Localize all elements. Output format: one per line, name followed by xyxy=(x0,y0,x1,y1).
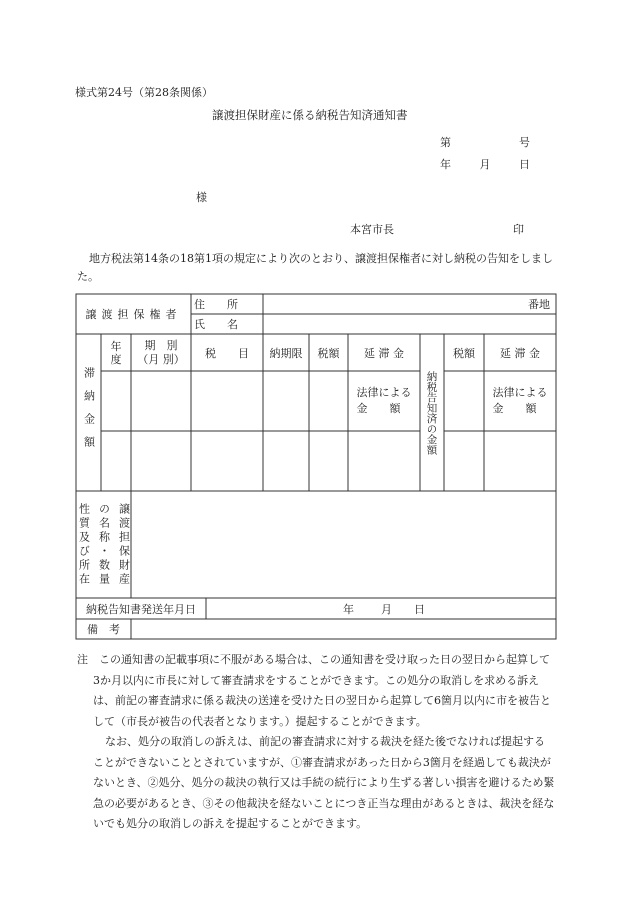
notified-amount-label: 納税告知済の金額 xyxy=(425,370,438,455)
legal-amount: 法律による 金 額 xyxy=(356,386,412,415)
property-label-col2: の名称・数量 xyxy=(97,502,111,587)
remarks-value[interactable] xyxy=(131,619,556,639)
col-tax-amount: 税額 xyxy=(317,346,340,360)
intro-text: 地方税法第14条の18第1項の規定により次のとおり、譲渡担保権者に対し納税の告知をしました。 xyxy=(77,252,553,283)
col-period: 期 別 （月 別） xyxy=(137,338,185,366)
notice-date-value xyxy=(206,598,556,619)
date-month: 月 xyxy=(479,158,491,171)
property-value[interactable] xyxy=(131,491,556,598)
issuer: 本宮市長 xyxy=(350,223,394,236)
legal-amount-notified: 法律による 金 額 xyxy=(492,386,548,415)
address-label: 住所 xyxy=(194,298,260,311)
note-exception: なお、処分の取消しの訴えは、前記の審査請求に対する裁決を経た後でなければ提起することができないこととされていますが、①審査請求があった日から3箇月を経過しても裁決がないとき、②処分、処分の裁決の執行又は手続の続行により生ずる著しい損害を避けるため緊急の必要があるとき、③その他裁決を経ないことにつき正当な理由があるときは、裁決を経ないでも処分の取消しの訴えを提起することができます。 xyxy=(93,735,555,830)
form-number: 様式第24号（第28条関係） xyxy=(75,86,213,99)
col-late-fee: 延 滞 金 xyxy=(364,346,404,360)
property-label-col3: 性質及び所在 xyxy=(77,502,91,587)
holder-label: 譲渡担保権者 xyxy=(85,308,182,321)
seal-mark: 印 xyxy=(513,223,524,236)
date-day: 日 xyxy=(519,158,530,171)
date-year: 年 xyxy=(440,158,451,171)
address-suffix: 番地 xyxy=(528,298,550,311)
col-late-fee-notified: 延 滞 金 xyxy=(500,346,540,360)
addressee-suffix: 様 xyxy=(196,191,207,204)
number-label-go: 号 xyxy=(519,136,530,149)
remarks-label: 備 考 xyxy=(87,623,120,636)
number-label-dai: 第 xyxy=(440,136,451,149)
property-label-col1: 譲渡担保財産 xyxy=(117,502,131,587)
col-tax-item: 税 目 xyxy=(205,346,249,360)
note-appeal: 注 この通知書の記載事項に不服がある場合は、この通知書を受け取った日の翌日から起算して3か月以内に市長に対して審査請求をすることができます。この処分の取消しを求める訴えは、前記の審査請求に係る裁決の送達を受けた日の翌日から起算して6箇月以内に市を被告として（市長が被告の代表者となります。）提起することができます。 xyxy=(77,653,551,728)
notice-year: 年 xyxy=(343,602,354,616)
delinquent-label: 滞納金額 xyxy=(82,366,96,459)
col-tax-amount-notified: 税額 xyxy=(453,346,475,360)
notes xyxy=(77,650,555,835)
property-label xyxy=(76,491,131,598)
document-title: 譲渡担保財産に係る納税告知済通知書 xyxy=(212,108,408,122)
col-year: 年度 xyxy=(110,339,122,366)
notice-month: 月 xyxy=(381,602,392,616)
notice-date-label: 納税告知書発送年月日 xyxy=(86,602,196,616)
name-label: 氏名 xyxy=(194,318,260,331)
name-value[interactable] xyxy=(263,314,556,334)
notice-day: 日 xyxy=(414,602,425,616)
col-due-date: 納期限 xyxy=(269,346,303,360)
